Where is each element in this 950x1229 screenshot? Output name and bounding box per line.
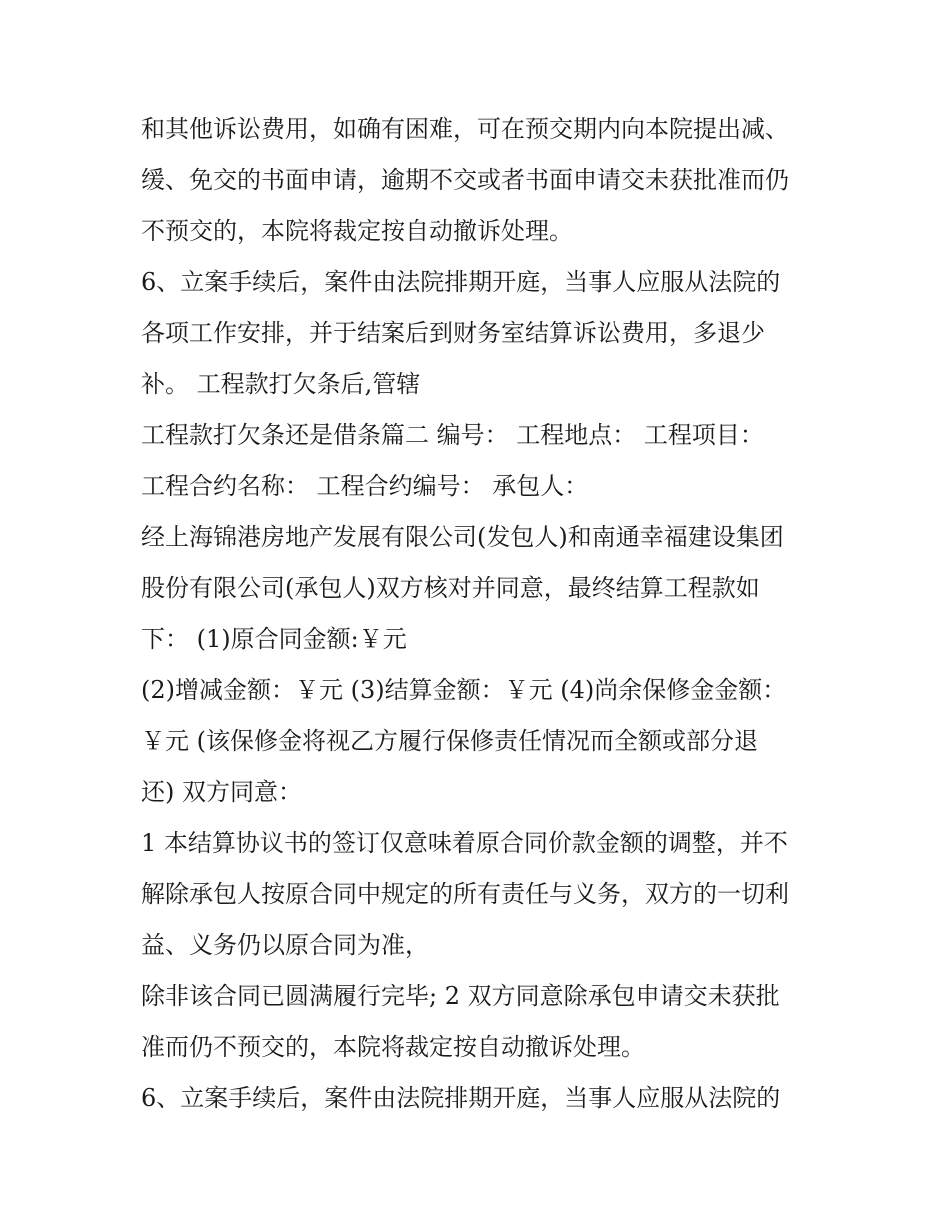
text-line: 除非该合同已圆满履行完毕; 2 双方同意除承包申请交未获批: [141, 982, 780, 1010]
text-line: 和其他诉讼费用，如确有困难，可在预交期内向本院提出减、: [141, 115, 789, 143]
text-line: 缓、免交的书面申请，逾期不交或者书面申请交未获批准而仍: [141, 166, 789, 194]
text-line: 股份有限公司(承包人)双方核对并同意，最终结算工程款如: [141, 574, 760, 602]
text-line: 准而仍不预交的，本院将裁定按自动撤诉处理。: [141, 1033, 645, 1061]
text-line: 各项工作安排，并于结案后到财务室结算诉讼费用，多退少: [141, 319, 765, 347]
text-line: 工程款打欠条还是借条篇二 编号： 工程地点： 工程项目：: [141, 421, 764, 449]
text-line: 6、立案手续后，案件由法院排期开庭，当事人应服从法院的: [141, 1084, 781, 1112]
text-line: 不预交的，本院将裁定按自动撤诉处理。: [141, 217, 573, 245]
text-line: 还) 双方同意：: [141, 778, 302, 806]
text-line: 1 本结算协议书的签订仅意味着原合同价款金额的调整，并不: [141, 829, 788, 857]
text-line: 下： (1)原合同金额:￥元: [141, 625, 407, 653]
text-line: 补。 工程款打欠条后,管辖: [141, 370, 421, 398]
text-line: 益、义务仍以原合同为准，: [141, 931, 429, 959]
text-line: (2)增减金额：￥元 (3)结算金额：￥元 (4)尚余保修金金额：: [141, 676, 787, 704]
text-line: 解除承包人按原合同中规定的所有责任与义务，双方的一切利: [141, 880, 789, 908]
text-line: ￥元 (该保修金将视乙方履行保修责任情况而全额或部分退: [141, 727, 758, 755]
text-line: 工程合约名称： 工程合约编号： 承包人：: [141, 472, 589, 500]
text-line: 经上海锦港房地产发展有限公司(发包人)和南通幸福建设集团: [141, 523, 784, 551]
text-line: 6、立案手续后，案件由法院排期开庭，当事人应服从法院的: [141, 268, 781, 296]
